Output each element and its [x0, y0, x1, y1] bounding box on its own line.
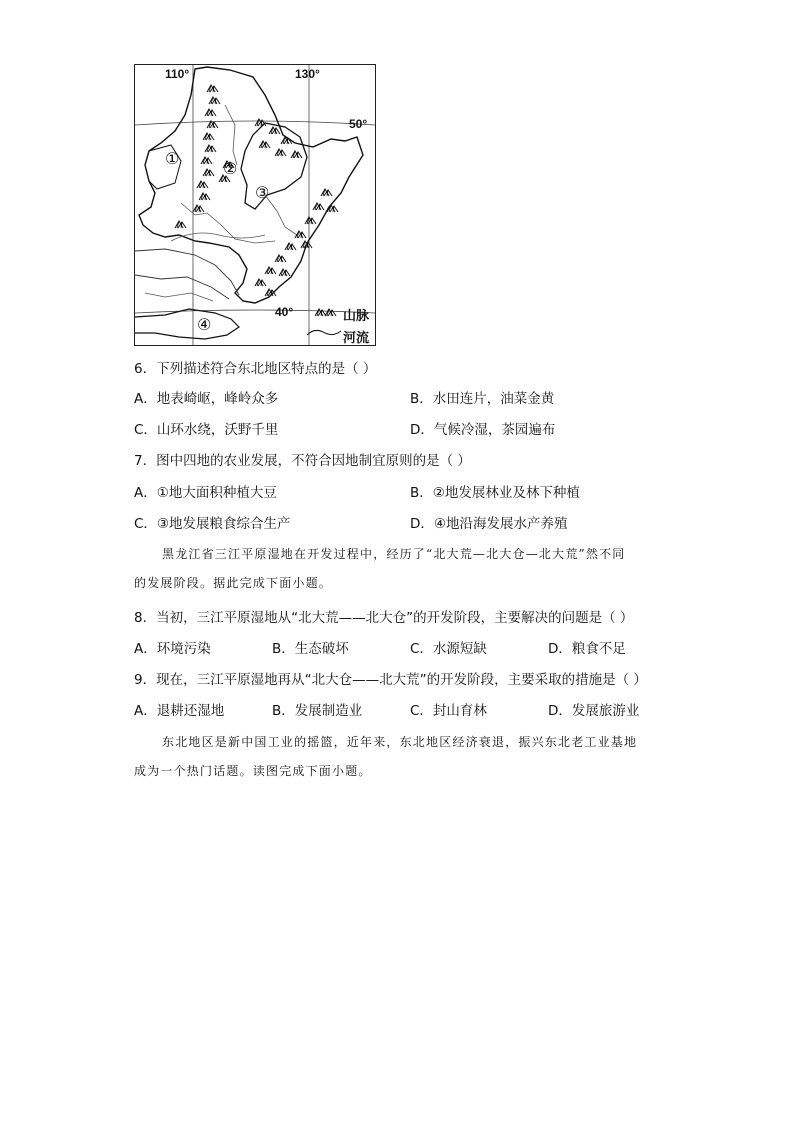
- question-6-option-d: D．气候冷湿，茶园遍布: [410, 422, 556, 438]
- river-3: [225, 105, 237, 165]
- legend-river-symbol: [307, 330, 341, 335]
- question-8-option-b: B．生态破坏: [272, 641, 349, 657]
- question-9-option-d: D．发展旅游业: [548, 703, 640, 719]
- lat-label-50: 50°: [349, 117, 368, 131]
- question-7-option-c: C．③地发展粮食综合生产: [134, 516, 291, 532]
- question-7-option-d: D．④地沿海发展水产养殖: [410, 516, 568, 532]
- zone-1-label: ①: [165, 149, 180, 168]
- province-line-2: [135, 275, 229, 299]
- question-6-stem: 6．下列描述符合东北地区特点的是（ ）: [134, 361, 377, 377]
- zone-4-label: ④: [197, 315, 212, 334]
- question-9-option-c: C．封山育林: [410, 703, 487, 719]
- map-drawing: [135, 65, 375, 345]
- question-8-stem: 8．当初，三江平原湿地从“北大荒——北大仓”的开发阶段，主要解决的问题是（ ）: [134, 610, 634, 626]
- lon-label-130: 130°: [295, 67, 320, 81]
- zone-3-boundary: [241, 123, 307, 209]
- lon-label-110: 110°: [165, 67, 190, 81]
- river-2: [265, 195, 297, 235]
- lat-label-40: 40°: [275, 305, 294, 319]
- question-8-option-d: D．粮食不足: [548, 641, 626, 657]
- passage-industry-line-2: 成为一个热门话题。读图完成下面小题。: [134, 764, 372, 778]
- legend-river-label: 河流: [343, 331, 370, 346]
- question-7-stem: 7．图中四地的农业发展，不符合因地制宜原则的是（ ）: [134, 453, 471, 469]
- passage-sanjiang-line-1: 黑龙江省三江平原湿地在开发过程中，经历了“北大荒—北大仓—北大荒”然不同: [162, 547, 626, 561]
- parallel-50: [135, 121, 375, 125]
- region-boundary: [139, 67, 363, 303]
- question-6-option-b: B．水田连片，油菜金黄: [410, 391, 555, 407]
- passage-industry-line-1: 东北地区是新中国工业的摇篮，近年来，东北地区经济衰退，振兴东北老工业基地: [162, 735, 638, 749]
- question-8-option-a: A．环境污染: [134, 641, 211, 657]
- passage-northeast-industry: [134, 728, 664, 786]
- question-9-option-a: A．退耕还湿地: [134, 703, 225, 719]
- question-9-option-b: B．发展制造业: [272, 703, 363, 719]
- legend-mountain-label: 山脉: [343, 309, 370, 324]
- zone-3-label: ③: [255, 183, 270, 202]
- question-7-option-b: B．②地发展林业及林下种植: [410, 485, 580, 501]
- coastline: [135, 309, 239, 339]
- question-6-option-c: C．山环水绕，沃野千里: [134, 422, 279, 438]
- question-7-option-a: A．①地大面积种植大豆: [134, 485, 277, 501]
- passage-sanjiang-line-2: 的发展阶段。据此完成下面小题。: [134, 576, 333, 590]
- parallel-40: [135, 310, 375, 313]
- zone-2-label: ②: [223, 159, 238, 178]
- question-9-stem: 9．现在，三江平原湿地再从“北大仓——北大荒”的开发阶段，主要采取的措施是（ ）: [134, 672, 647, 688]
- question-8-option-c: C．水源短缺: [410, 641, 487, 657]
- northeast-china-map: [134, 64, 376, 346]
- province-line: [135, 249, 239, 295]
- river-5: [145, 293, 213, 301]
- question-6-option-a: A．地表崎岖，峰岭众多: [134, 391, 279, 407]
- passage-sanjiang: [134, 540, 664, 598]
